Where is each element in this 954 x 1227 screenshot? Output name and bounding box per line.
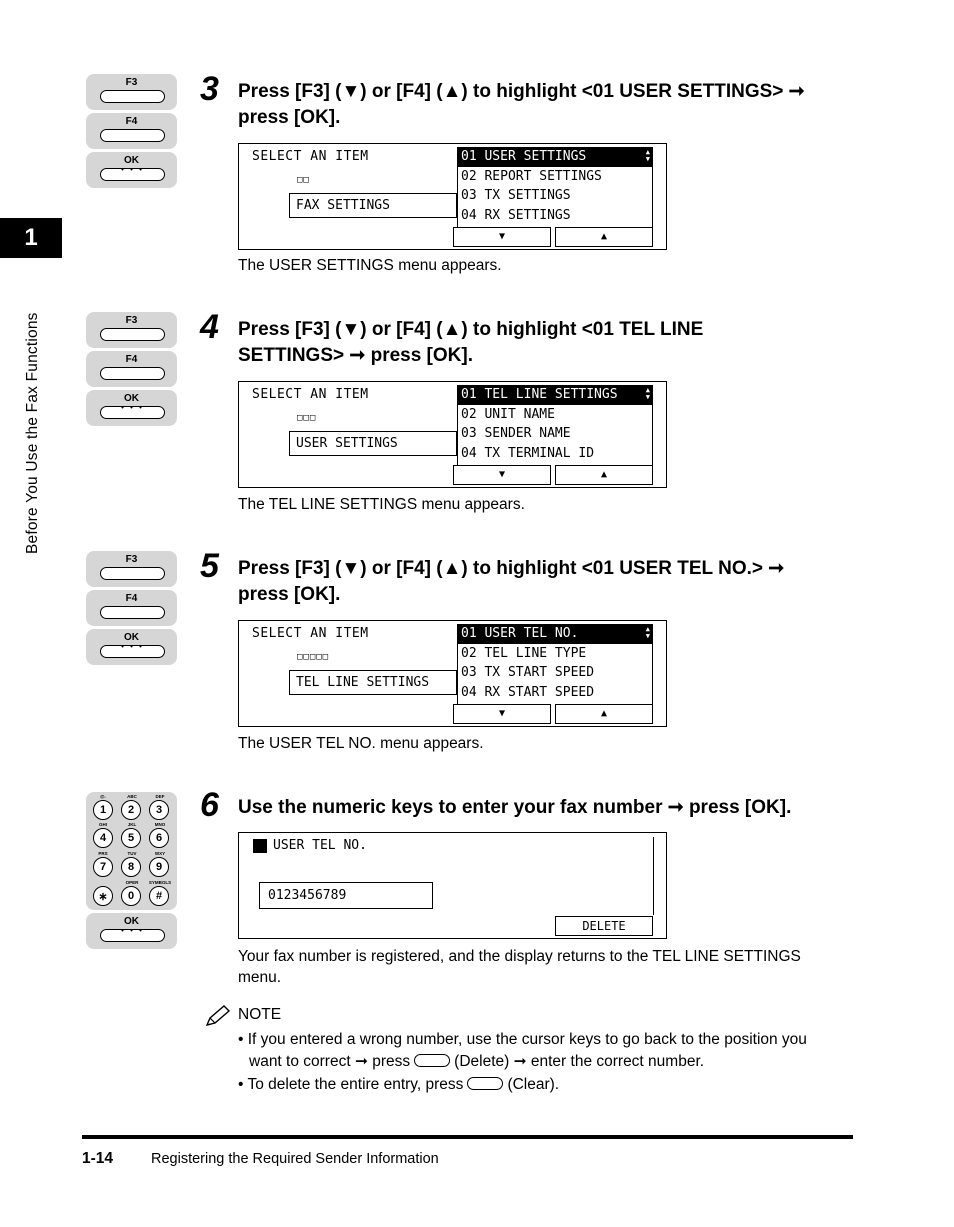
menu-item[interactable]: 03 TX SETTINGS <box>461 188 571 203</box>
f4-key[interactable] <box>86 590 177 626</box>
key-pill-icon <box>414 1054 450 1067</box>
key-8[interactable]: 8 <box>121 857 141 877</box>
key-letters: DEF <box>155 794 165 799</box>
menu-item[interactable]: 03 SENDER NAME <box>461 426 571 441</box>
footer-rule <box>82 1135 853 1139</box>
step-caption: The TEL LINE SETTINGS menu appears. <box>238 496 525 513</box>
page-number: 1-14 <box>82 1150 114 1167</box>
step-title: Press [F3] (▼) or [F4] (▲) to highlight <01 USER TEL NO.> ➞ press [OK]. <box>238 558 785 605</box>
path-marks: □□ <box>297 175 310 185</box>
triangle-down-icon: ▼ <box>498 469 506 480</box>
lcd-screen <box>238 620 667 727</box>
down-button[interactable] <box>453 227 551 247</box>
f4-key[interactable] <box>86 113 177 149</box>
footer-title: Registering the Required Sender Information <box>151 1151 439 1167</box>
key-hash[interactable]: # <box>149 886 169 906</box>
ok-key[interactable]: OK • • • <box>86 152 177 188</box>
f4-key-label: F4 <box>125 116 138 127</box>
delete-button[interactable]: DELETE <box>555 916 653 936</box>
path-marks: □□□□□ <box>297 652 330 662</box>
lcd-screen <box>238 832 667 939</box>
step-number: 5 <box>200 547 219 585</box>
key-letters: MNO <box>154 822 166 827</box>
current-menu: TEL LINE SETTINGS <box>289 670 457 695</box>
key-letters: PRS <box>98 851 108 856</box>
key-3[interactable]: 3 <box>149 800 169 820</box>
ok-key-label: OK <box>124 393 139 404</box>
step-title: Press [F3] (▼) or [F4] (▲) to highlight <01 USER SETTINGS> ➞ press [OK]. <box>238 81 805 128</box>
step-number: 3 <box>200 70 219 108</box>
menu-item-selected[interactable]: 01 TEL LINE SETTINGS ▲ ▼ <box>458 385 652 405</box>
step-number: 6 <box>200 786 219 824</box>
key-pill-icon <box>467 1077 503 1090</box>
current-menu: USER SETTINGS <box>289 431 457 456</box>
scroll-arrows-icon: ▲ ▼ <box>645 625 650 640</box>
key-letters: OPER <box>125 880 139 885</box>
lcd-screen <box>238 143 667 250</box>
menu-item[interactable]: 02 UNIT NAME <box>461 406 555 422</box>
f3-key-label: F3 <box>125 315 138 326</box>
f3-key[interactable] <box>86 551 177 587</box>
scroll-arrows-icon: ▲ ▼ <box>645 148 650 163</box>
f4-key[interactable] <box>86 351 177 387</box>
key-letters: TUV <box>127 851 137 856</box>
f3-key-label: F3 <box>125 77 138 88</box>
chapter-side-title: Before You Use the Fax Functions <box>24 312 41 554</box>
key-4[interactable]: 4 <box>93 828 113 848</box>
step-number: 4 <box>200 308 219 346</box>
step-caption: The USER TEL NO. menu appears. <box>238 735 484 752</box>
lcd-header: SELECT AN ITEM <box>252 626 369 641</box>
step-caption: Your fax number is registered, and the display returns to the TEL LINE SETTINGS menu. <box>238 948 801 986</box>
ok-key[interactable]: OK • • • <box>86 629 177 665</box>
f4-key-label: F4 <box>125 354 138 365</box>
triangle-down-icon: ▼ <box>498 231 506 242</box>
lcd-screen <box>238 381 667 488</box>
chapter-tab: 1 <box>0 218 62 258</box>
down-button[interactable] <box>453 704 551 724</box>
key-letters: JKL <box>127 822 137 827</box>
note-bullet: • To delete the entire entry, press (Clear). <box>238 1076 560 1093</box>
triangle-down-icon: ▼ <box>498 708 506 719</box>
current-menu: FAX SETTINGS <box>289 193 457 218</box>
key-letters: WXY <box>154 851 166 856</box>
numeric-keypad <box>86 792 177 910</box>
key-6[interactable]: 6 <box>149 828 169 848</box>
up-button[interactable] <box>555 465 653 485</box>
menu-list <box>457 624 653 706</box>
note-title: NOTE <box>238 1006 282 1023</box>
menu-item[interactable]: 02 TEL LINE TYPE <box>461 645 587 661</box>
triangle-up-icon: ▲ <box>600 231 608 242</box>
phone-book-icon <box>253 839 267 853</box>
key-9[interactable]: 9 <box>149 857 169 877</box>
scroll-arrows-icon: ▲ ▼ <box>645 386 650 401</box>
f4-key-label: F4 <box>125 593 138 604</box>
menu-item[interactable]: 03 TX START SPEED <box>461 665 595 680</box>
ok-key-label: OK <box>124 916 139 927</box>
ok-key-label: OK <box>124 632 139 643</box>
up-button[interactable] <box>555 227 653 247</box>
down-button[interactable] <box>453 465 551 485</box>
key-0[interactable]: 0 <box>121 886 141 906</box>
key-star[interactable]: ∗ <box>93 886 113 906</box>
menu-item-selected[interactable]: 01 USER TEL NO. ▲ ▼ <box>458 624 652 644</box>
pencil-icon <box>204 1004 232 1033</box>
path-marks: □□□ <box>297 413 317 423</box>
menu-item-selected[interactable]: 01 USER SETTINGS ▲ ▼ <box>458 147 652 167</box>
lcd-header: SELECT AN ITEM <box>252 387 369 402</box>
menu-item[interactable]: 02 REPORT SETTINGS <box>461 168 602 184</box>
key-letters: ABC <box>127 794 137 799</box>
menu-list <box>457 385 653 467</box>
ok-key[interactable]: OK • • • <box>86 390 177 426</box>
triangle-up-icon: ▲ <box>600 708 608 719</box>
lcd-header: USER TEL NO. <box>273 838 367 853</box>
key-2[interactable]: 2 <box>121 800 141 820</box>
up-button[interactable] <box>555 704 653 724</box>
key-7[interactable]: 7 <box>93 857 113 877</box>
step-caption: The USER SETTINGS menu appears. <box>238 257 502 274</box>
ok-key-label: OK <box>124 155 139 166</box>
menu-item[interactable]: 04 RX START SPEED <box>461 684 595 700</box>
ok-key[interactable]: OK • • • <box>86 913 177 949</box>
key-letters: SYMBOLS <box>148 880 172 885</box>
key-5[interactable]: 5 <box>121 828 141 848</box>
menu-list <box>457 147 653 229</box>
menu-item[interactable]: 04 RX SETTINGS <box>461 207 571 223</box>
step-title: Use the numeric keys to enter your fax number ➞ press [OK]. <box>238 797 792 818</box>
f3-key[interactable] <box>86 74 177 110</box>
lcd-header: SELECT AN ITEM <box>252 149 369 164</box>
key-letters: @. <box>100 794 106 799</box>
key-letters: GHI <box>98 822 107 827</box>
menu-item[interactable]: 04 TX TERMINAL ID <box>461 445 595 461</box>
f3-key[interactable] <box>86 312 177 348</box>
fax-number-input[interactable]: 0123456789 <box>259 882 433 909</box>
triangle-up-icon: ▲ <box>600 469 608 480</box>
key-1[interactable]: 1 <box>93 800 113 820</box>
step-title: Press [F3] (▼) or [F4] (▲) to highlight <01 TEL LINE SETTINGS> ➞ press [OK]. <box>238 319 704 366</box>
note-bullet: • If you entered a wrong number, use the cursor keys to go back to the position you want to correct ➞ press (Delete) ➞ enter the correct number. <box>238 1031 807 1070</box>
f3-key-label: F3 <box>125 554 138 565</box>
